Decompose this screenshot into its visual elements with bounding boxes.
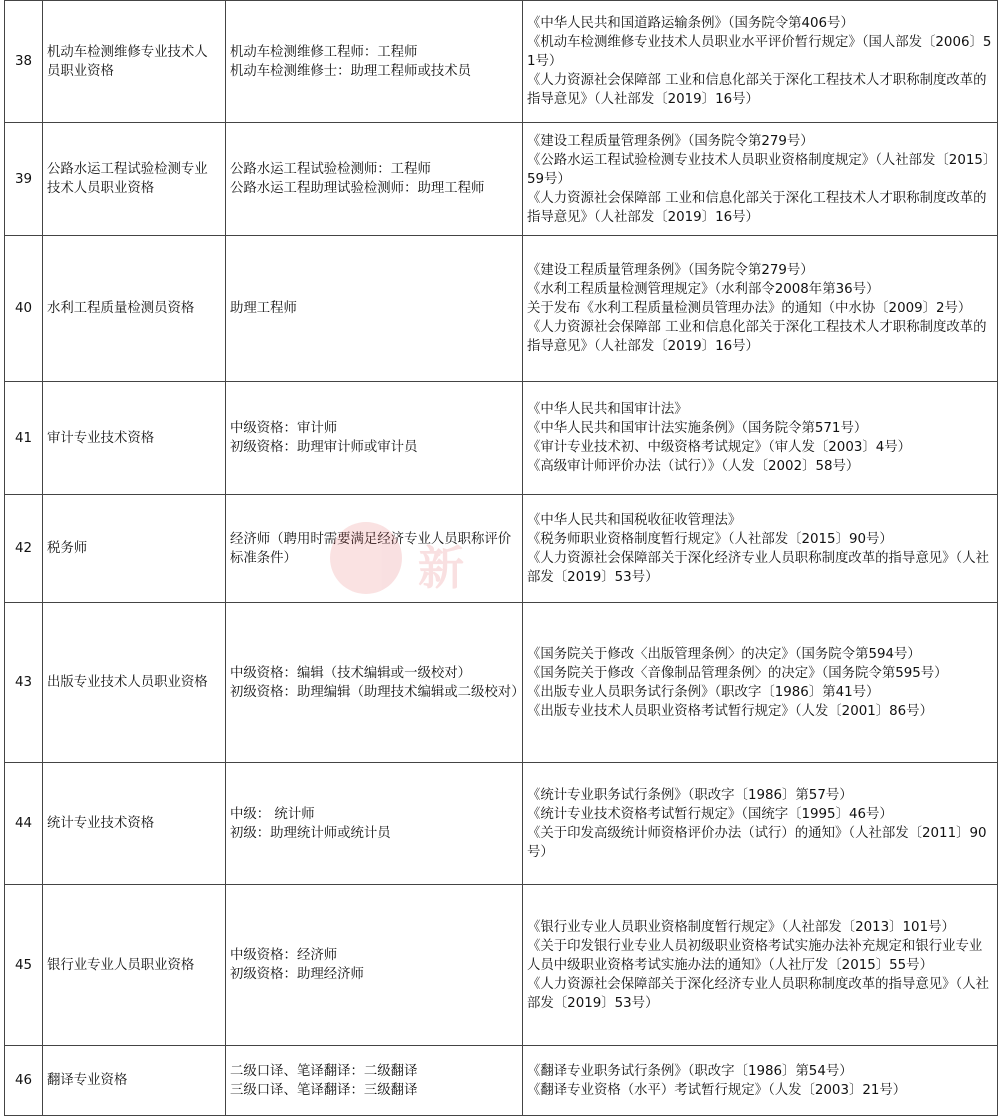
level-line: 公路水运工程助理试验检测师：助理工程师 xyxy=(230,181,485,196)
basis-line: 《统计专业技术资格考试暂行规定》（国统字〔1995〕46号） xyxy=(527,806,893,822)
basis-line: 《人力资源社会保障部 工业和信息化部关于深化工程技术人才职称制度改革的指导意见》（人社部发〔2019〕16号） xyxy=(527,190,987,225)
qualification-levels xyxy=(226,1,523,123)
table-row xyxy=(5,1046,998,1116)
legal-basis xyxy=(523,1,998,123)
row-number: 45 xyxy=(5,885,43,1046)
legal-basis xyxy=(523,603,998,763)
qualification-levels xyxy=(226,1046,523,1116)
basis-line: 《统计专业职务试行条例》（职改字〔1986〕第57号） xyxy=(527,787,853,803)
basis-line: 《建设工程质量管理条例》（国务院令第279号） xyxy=(527,133,814,149)
basis-line: 《水利工程质量检测管理规定》（水利部令2008年第36号） xyxy=(527,282,880,297)
legal-basis xyxy=(523,763,998,885)
level-line: 初级资格：助理审计师或审计员 xyxy=(230,440,418,455)
row-number: 39 xyxy=(5,123,43,236)
qualification-name: 银行业专业人员职业资格 xyxy=(43,885,226,1046)
basis-line: 《关于印发银行业专业人员初级职业资格考试实施办法补充规定和银行业专业人员中级职业资格考试实施办法的通知》（人社厅发〔2015〕55号） xyxy=(527,938,983,973)
basis-line: 关于发布《水利工程质量检测员管理办法》的通知（中水协〔2009〕2号） xyxy=(527,301,972,316)
basis-line: 《人力资源社会保障部 工业和信息化部关于深化工程技术人才职称制度改革的指导意见》（人社部发〔2019〕16号） xyxy=(527,320,987,354)
basis-line: 《高级审计师评价办法（试行）》（人发〔2002〕58号） xyxy=(527,459,860,474)
level-line: 中级资格：审计师 xyxy=(230,421,338,436)
row-number: 40 xyxy=(5,236,43,382)
basis-line: 《中华人民共和国审计法》 xyxy=(527,402,688,417)
level-line: 助理工程师 xyxy=(230,301,297,316)
basis-line: 《国务院关于修改〈音像制品管理条例〉的决定》（国务院令第595号） xyxy=(527,665,948,681)
qualification-levels xyxy=(226,603,523,763)
basis-line: 《中华人民共和国道路运输条例》（国务院令第406号） xyxy=(527,16,854,31)
basis-line: 《机动车检测维修专业技术人员职业水平评价暂行规定》（国人部发〔2006〕51号） xyxy=(527,35,992,69)
basis-line: 《国务院关于修改〈出版管理条例〉的决定》（国务院令第594号） xyxy=(527,646,921,662)
qualification-name: 翻译专业资格 xyxy=(43,1046,226,1116)
qualification-name: 机动车检测维修专业技术人员职业资格 xyxy=(43,1,226,123)
table-row xyxy=(5,382,998,495)
table-row xyxy=(5,123,998,236)
basis-line: 《银行业专业人员职业资格制度暂行规定》（人社部发〔2013〕101号） xyxy=(527,919,955,935)
legal-basis xyxy=(523,236,998,382)
basis-line: 《税务师职业资格制度暂行规定》（人社部发〔2015〕90号） xyxy=(527,531,893,547)
qualification-name: 统计专业技术资格 xyxy=(43,763,226,885)
qualification-levels xyxy=(226,382,523,495)
watermark-text: 新 xyxy=(418,541,464,595)
basis-line: 《出版专业人员职务试行条例》（职改字〔1986〕第41号） xyxy=(527,684,880,700)
qualification-levels xyxy=(226,123,523,236)
basis-line: 《中华人民共和国税收征收管理法》 xyxy=(527,512,742,528)
table-row xyxy=(5,495,998,603)
basis-line: 《建设工程质量管理条例》（国务院令第279号） xyxy=(527,263,814,278)
level-line: 经济师（聘用时需要满足经济专业人员职称评价标准条件） xyxy=(230,531,512,566)
basis-line: 《审计专业技术初、中级资格考试规定》（审人发〔2003〕4号） xyxy=(527,440,912,455)
basis-line: 《出版专业技术人员职业资格考试暂行规定》（人发〔2001〕86号） xyxy=(527,703,933,719)
table-row xyxy=(5,885,998,1046)
level-line: 三级口译、笔译翻译：三级翻译 xyxy=(230,1082,418,1098)
qualification-levels xyxy=(226,495,523,603)
qualification-name: 审计专业技术资格 xyxy=(43,382,226,495)
basis-line: 《关于印发高级统计师资格评价办法（试行）的通知》（人社部发〔2011〕90号） xyxy=(527,825,987,860)
level-line: 中级资格：经济师 xyxy=(230,948,338,963)
legal-basis xyxy=(523,885,998,1046)
row-number: 43 xyxy=(5,603,43,763)
qualification-name: 出版专业技术人员职业资格 xyxy=(43,603,226,763)
basis-line: 《公路水运工程试验检测专业技术人员职业资格制度规定》（人社部发〔2015〕59号） xyxy=(527,152,990,187)
basis-line: 《人力资源社会保障部 工业和信息化部关于深化工程技术人才职称制度改革的指导意见》（人社部发〔2019〕16号） xyxy=(527,73,987,107)
level-line: 中级： 统计师 xyxy=(230,806,315,822)
row-number: 44 xyxy=(5,763,43,885)
basis-line: 《中华人民共和国审计法实施条例》（国务院令第571号） xyxy=(527,421,868,436)
basis-line: 《人力资源社会保障部关于深化经济专业人员职称制度改革的指导意见》（人社部发〔2019〕53号） xyxy=(527,976,989,1011)
basis-line: 《人力资源社会保障部关于深化经济专业人员职称制度改革的指导意见》（人社部发〔2019〕53号） xyxy=(527,550,989,585)
level-line: 公路水运工程试验检测师：工程师 xyxy=(230,162,431,177)
level-line: 机动车检测维修士：助理工程师或技术员 xyxy=(230,63,472,79)
level-line: 机动车检测维修工程师：工程师 xyxy=(230,44,418,60)
table-body xyxy=(5,1,998,1116)
table-row xyxy=(5,236,998,382)
table-row xyxy=(5,603,998,763)
qualification-name: 公路水运工程试验检测专业技术人员职业资格 xyxy=(43,123,226,236)
row-number: 46 xyxy=(5,1046,43,1116)
legal-basis xyxy=(523,1046,998,1116)
qualification-name: 水利工程质量检测员资格 xyxy=(43,236,226,382)
qualification-levels xyxy=(226,236,523,382)
basis-line: 《翻译专业职务试行条例》（职改字〔1986〕第54号） xyxy=(527,1063,853,1079)
row-number: 42 xyxy=(5,495,43,603)
level-line: 二级口译、笔译翻译：二级翻译 xyxy=(230,1063,418,1079)
qualification-name: 税务师 xyxy=(43,495,226,603)
legal-basis xyxy=(523,382,998,495)
qualification-levels xyxy=(226,885,523,1046)
qualification-levels xyxy=(226,763,523,885)
table-row xyxy=(5,1,998,123)
level-line: 初级：助理统计师或统计员 xyxy=(230,825,391,841)
level-line: 初级资格：助理经济师 xyxy=(230,967,364,982)
qualification-table xyxy=(4,0,998,1116)
legal-basis xyxy=(523,123,998,236)
row-number: 41 xyxy=(5,382,43,495)
level-line: 中级资格：编辑（技术编辑或一级校对） xyxy=(230,665,472,681)
level-line: 初级资格：助理编辑（助理技术编辑或二级校对） xyxy=(230,684,525,700)
basis-line: 《翻译专业资格（水平）考试暂行规定》（人发〔2003〕21号） xyxy=(527,1082,907,1098)
table-row xyxy=(5,763,998,885)
legal-basis xyxy=(523,495,998,603)
row-number: 38 xyxy=(5,1,43,123)
